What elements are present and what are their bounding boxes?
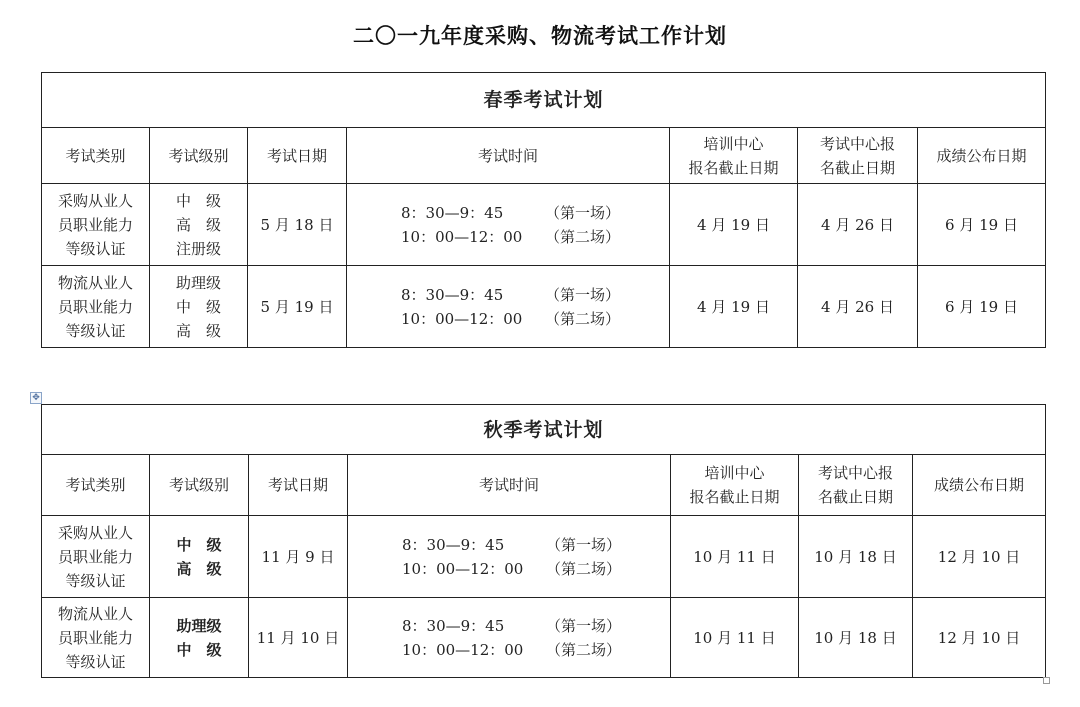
- exam-center-deadline-cell: 10 月 18 日: [799, 598, 913, 678]
- header-category: 考试类别: [42, 128, 150, 184]
- level-item: 注册级: [175, 239, 221, 258]
- header-time: 考试时间: [348, 455, 671, 516]
- header-exam-center-deadline: [798, 128, 918, 184]
- category-line: 等级认证: [65, 652, 126, 671]
- exam-time-cell: [348, 598, 671, 678]
- level-item: 中 级: [176, 640, 222, 659]
- move-handle-icon[interactable]: ✥: [30, 392, 42, 404]
- category-line: 员职业能力: [57, 628, 133, 647]
- level-item: 中 级: [175, 297, 221, 316]
- exam-center-deadline-cell: 4 月 26 日: [798, 184, 918, 266]
- category-line: 采购从业人: [57, 523, 133, 542]
- category-line: 采购从业人: [57, 191, 133, 210]
- exam-time-cell: [347, 266, 670, 348]
- header-line: 报名截止日期: [689, 488, 780, 506]
- header-line: 培训中心: [703, 134, 764, 153]
- level-cell: [150, 516, 249, 598]
- header-line: 培训中心: [704, 464, 765, 482]
- exam-date-cell: 5 月 18 日: [248, 184, 347, 266]
- time-range: 10：00—12：00: [402, 640, 524, 659]
- category-line: 等级认证: [65, 239, 126, 258]
- exam-date-cell: 11 月 9 日: [249, 516, 348, 598]
- session-label: （第二场）: [546, 640, 622, 659]
- category-line: 物流从业人: [57, 273, 133, 292]
- session-label: （第一场）: [545, 285, 621, 304]
- header-line: 考试中心报: [817, 464, 893, 482]
- header-results-date: 成绩公布日期: [913, 455, 1046, 516]
- level-cell: [150, 266, 248, 348]
- training-deadline-cell: 10 月 11 日: [671, 598, 799, 678]
- category-cell: [42, 598, 150, 678]
- header-line: 考试中心报: [819, 134, 895, 153]
- header-category: 考试类别: [42, 455, 150, 516]
- level-item: 助理级: [176, 616, 222, 635]
- training-deadline-cell: 4 月 19 日: [670, 184, 798, 266]
- category-cell: [42, 266, 150, 348]
- time-range: 10：00—12：00: [401, 227, 523, 246]
- category-cell: [42, 184, 150, 266]
- session-label: （第二场）: [546, 559, 622, 578]
- level-item: 高 级: [175, 215, 221, 234]
- autumn-caption: 秋季考试计划: [42, 405, 1046, 455]
- exam-time-cell: [348, 516, 671, 598]
- header-level: 考试级别: [150, 128, 248, 184]
- table-row: [42, 184, 1046, 266]
- table-row: [42, 598, 1046, 678]
- time-range: 8：30—9：45: [401, 203, 504, 222]
- category-line: 物流从业人: [57, 604, 133, 623]
- session-label: （第二场）: [545, 227, 621, 246]
- header-time: 考试时间: [347, 128, 670, 184]
- category-line: 员职业能力: [57, 297, 133, 316]
- spring-caption: 春季考试计划: [42, 73, 1046, 128]
- training-deadline-cell: 10 月 11 日: [671, 516, 799, 598]
- level-item: 中 级: [175, 191, 221, 210]
- level-item: 中 级: [176, 535, 222, 554]
- level-item: 高 级: [176, 559, 222, 578]
- table-row: [42, 266, 1046, 348]
- time-range: 10：00—12：00: [401, 309, 523, 328]
- autumn-exam-table: [41, 404, 1046, 678]
- results-date-cell: 12 月 10 日: [913, 598, 1046, 678]
- resize-handle-icon[interactable]: [1043, 677, 1050, 684]
- exam-center-deadline-cell: 4 月 26 日: [798, 266, 918, 348]
- session-label: （第一场）: [546, 535, 622, 554]
- header-line: 报名截止日期: [688, 158, 779, 177]
- level-cell: [150, 598, 249, 678]
- header-level: 考试级别: [150, 455, 249, 516]
- header-line: 名截止日期: [817, 488, 893, 506]
- document-title: 二〇一九年度采购、物流考试工作计划: [353, 23, 727, 48]
- exam-time-cell: [347, 184, 670, 266]
- spring-exam-table: [41, 72, 1046, 348]
- level-item: 助理级: [175, 273, 221, 292]
- time-range: 8：30—9：45: [402, 535, 505, 554]
- time-range: 10：00—12：00: [402, 559, 524, 578]
- results-date-cell: 6 月 19 日: [918, 266, 1046, 348]
- exam-date-cell: 11 月 10 日: [249, 598, 348, 678]
- category-line: 员职业能力: [57, 215, 133, 234]
- header-results-date: 成绩公布日期: [918, 128, 1046, 184]
- exam-center-deadline-cell: 10 月 18 日: [799, 516, 913, 598]
- level-item: 高 级: [175, 321, 221, 340]
- category-line: 等级认证: [65, 321, 126, 340]
- exam-date-cell: 5 月 19 日: [248, 266, 347, 348]
- training-deadline-cell: 4 月 19 日: [670, 266, 798, 348]
- results-date-cell: 12 月 10 日: [913, 516, 1046, 598]
- time-range: 8：30—9：45: [401, 285, 504, 304]
- header-date: 考试日期: [248, 128, 347, 184]
- header-training-deadline: [670, 128, 798, 184]
- session-label: （第一场）: [545, 203, 621, 222]
- time-range: 8：30—9：45: [402, 616, 505, 635]
- category-cell: [42, 516, 150, 598]
- category-line: 等级认证: [65, 571, 126, 590]
- category-line: 员职业能力: [57, 547, 133, 566]
- results-date-cell: 6 月 19 日: [918, 184, 1046, 266]
- level-cell: [150, 184, 248, 266]
- session-label: （第二场）: [545, 309, 621, 328]
- table-row: [42, 516, 1046, 598]
- header-date: 考试日期: [249, 455, 348, 516]
- header-line: 名截止日期: [819, 158, 895, 177]
- header-exam-center-deadline: [799, 455, 913, 516]
- header-training-deadline: [671, 455, 799, 516]
- session-label: （第一场）: [546, 616, 622, 635]
